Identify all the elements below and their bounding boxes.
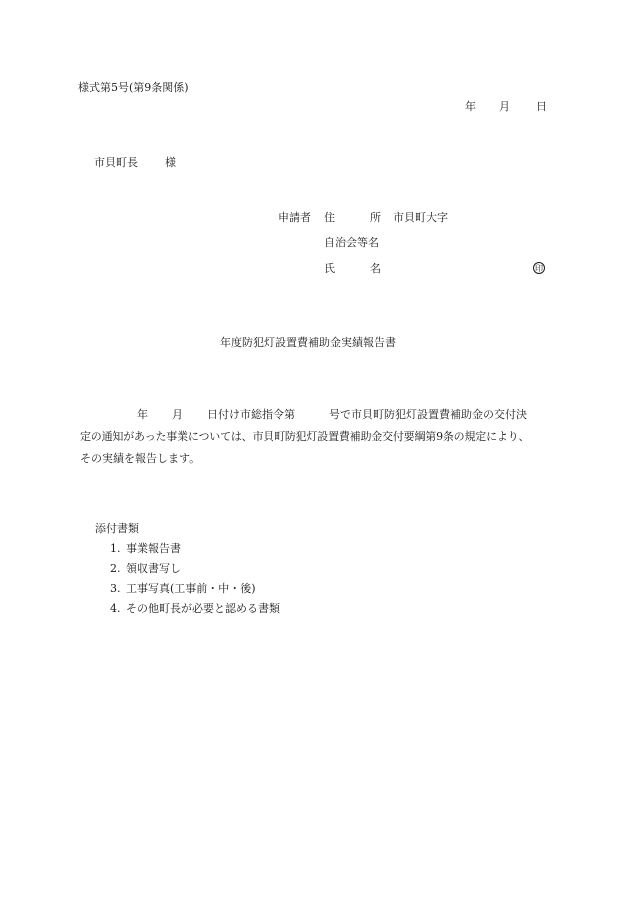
- addressee-honorific: 様: [165, 156, 176, 169]
- address-label-1: 住: [324, 211, 335, 224]
- address-value: 市貝町大字: [393, 211, 448, 224]
- date-day-label: 日: [536, 100, 547, 113]
- list-item: 1. 事業報告書: [110, 542, 181, 555]
- body-line-1-rest: 号で市貝町防犯灯設置費補助金の交付決: [329, 408, 527, 421]
- address-label-2: 所: [370, 211, 381, 224]
- body-paragraph: [80, 409, 560, 475]
- document-title: 年度防犯灯設置費補助金実績報告書: [220, 336, 396, 349]
- organization-label: 自治会等名: [324, 236, 379, 249]
- form-number: 様式第5号(第9条関係): [78, 81, 189, 94]
- body-line-3: その実績を報告します。: [80, 452, 201, 465]
- body-order: 日付け市総指令第: [207, 408, 295, 421]
- body-year: 年: [137, 408, 148, 421]
- list-item: 2. 領収書写し: [110, 562, 181, 575]
- applicant-label: 申請者: [278, 211, 311, 224]
- list-item: 4. その他町長が必要と認める書類: [110, 602, 280, 615]
- list-item: 3. 工事写真(工事前・中・後): [110, 582, 256, 595]
- body-month: 月: [172, 408, 183, 421]
- date-month-label: 月: [499, 100, 510, 113]
- seal-mark-icon: 印: [535, 264, 543, 273]
- name-label-2: 名: [370, 262, 381, 275]
- body-line-2: 定の通知があった事業については、市貝町防犯灯設置費補助金交付要綱第9条の規定により、: [80, 430, 530, 443]
- attachments-list: [110, 543, 280, 623]
- date-year-label: 年: [465, 100, 476, 113]
- attachments-heading: 添付書類: [95, 522, 139, 535]
- addressee-name: 市貝町長: [94, 156, 138, 169]
- name-label-1: 氏: [324, 262, 335, 275]
- body-line-1: [80, 409, 560, 431]
